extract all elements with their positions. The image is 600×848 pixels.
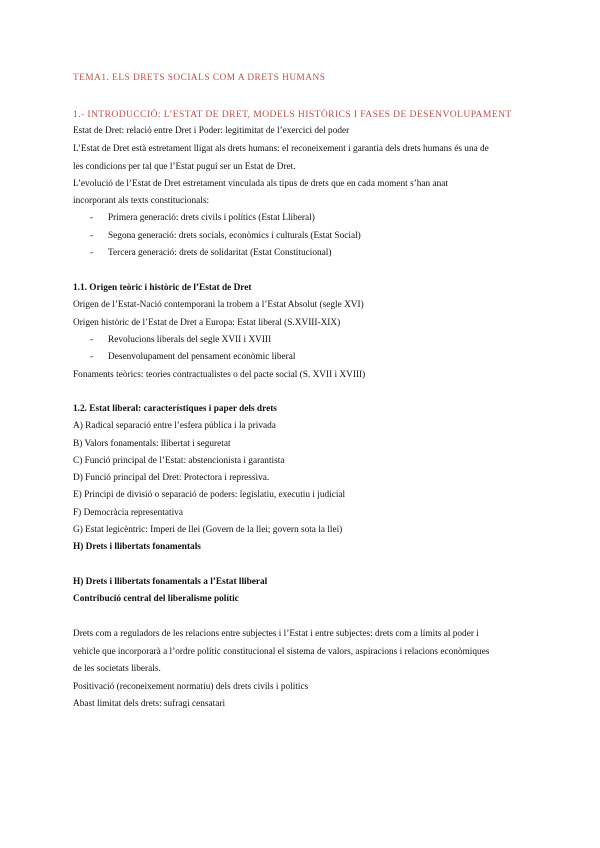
list-item: F) Democràcia representativa	[73, 508, 183, 518]
list-item: A) Radical separació entre l’esfera pública i la privada	[73, 421, 276, 431]
list-item-text: Segona generació: drets socials, econòmics i culturals (Estat Social)	[108, 231, 361, 241]
list-item: C) Funció principal de l’Estat: abstencionista i garantista	[73, 456, 285, 466]
list-item: E) Principi de divisió o separació de poders: legislatiu, executiu i judicial	[73, 490, 346, 500]
section-h-subheading: Contribució central del liberalisme polític	[73, 594, 239, 604]
list-item	[90, 351, 295, 363]
paragraph-line: Origen de l’Estat-Nació contemporani la trobem a l’Estat Absolut (segle XVI)	[73, 300, 364, 310]
paragraph-line: Estat de Dret: relació entre Dret i Poder: legitimitat de l’exercici del poder	[73, 126, 350, 136]
section-1-2-heading: 1.2. Estat liberal: característiques i paper dels drets	[73, 404, 277, 414]
list-item-text: Tercera generació: drets de solidaritat (Estat Constitucional)	[108, 248, 332, 258]
paragraph-line: les condicions per tal que l’Estat pugui ser un Estat de Dret.	[73, 162, 296, 172]
list-item	[90, 212, 315, 224]
list-item-bold: H) Drets i llibertats fonamentals	[73, 542, 201, 552]
list-item: B) Valors fonamentals: llibertat i seguretat	[73, 439, 231, 449]
section-h-heading: H) Drets i llibertats fonamentals a l’Estat lliberal	[73, 577, 268, 587]
list-item	[90, 247, 331, 259]
list-item-text: Revolucions liberals del segle XVII i XVIII	[108, 335, 272, 345]
paragraph-line: Abast limitat dels drets: sufragi censatari	[73, 699, 226, 709]
document-title: TEMA1. ELS DRETS SOCIALS COM A DRETS HUMANS	[73, 73, 326, 83]
list-item: G) Estat legicèntric: Imperi de llei (Govern de la llei; govern sota la llei)	[73, 525, 343, 535]
list-item-text: Primera generació: drets civils i polítics (Estat Lliberal)	[108, 213, 315, 223]
list-item	[90, 334, 271, 346]
paragraph-line: Origen històric de l’Estat de Dret a Europa: Estat liberal (S.XVIII-XIX)	[73, 318, 341, 328]
paragraph-line: incorporant als texts constitucionals:	[73, 196, 210, 206]
bullet-dash: -	[90, 231, 94, 241]
section-1-heading: 1.- INTRODUCCIÓ: L’ESTAT DE DRET, MODELS HISTÒRICS I FASES DE DESENVOLUPAMENT	[73, 109, 512, 120]
bullet-dash: -	[90, 352, 94, 362]
paragraph-line: L’evolució de l’Estat de Dret estretament vinculada als tipus de drets que en cada moment s’han anat	[73, 179, 449, 189]
list-item: D) Funció principal del Dret: Protectora i repressiva.	[73, 473, 270, 483]
paragraph-line: vehicle que incorporarà a l’ordre polític constitucional el sistema de valors, aspiracions i relacions econòmiques	[73, 647, 490, 657]
paragraph-line: de les societats liberals.	[73, 664, 161, 674]
paragraph-line: Positivació (reconeixement normatiu) dels drets civils i polítics	[73, 682, 309, 692]
section-1-1-heading: 1.1. Origen teòric i històric de l’Estat de Dret	[73, 283, 252, 293]
bullet-dash: -	[90, 213, 94, 223]
bullet-dash: -	[90, 335, 94, 345]
paragraph-line: Fonaments teòrics: teories contractualistes o del pacte social (S. XVII i XVIII)	[73, 370, 366, 380]
bullet-dash: -	[90, 248, 94, 258]
list-item	[90, 230, 361, 242]
list-item-text: Desenvolupament del pensament econòmic liberal	[108, 352, 296, 362]
paragraph-line: Drets com a reguladors de les relacions entre subjectes i l’Estat i entre subjectes: drets com a límits al poder i	[73, 629, 479, 639]
paragraph-line: L’Estat de Dret està estretament lligat als drets humans: el reconeixement i garantia dels drets humans és una de	[73, 144, 489, 154]
